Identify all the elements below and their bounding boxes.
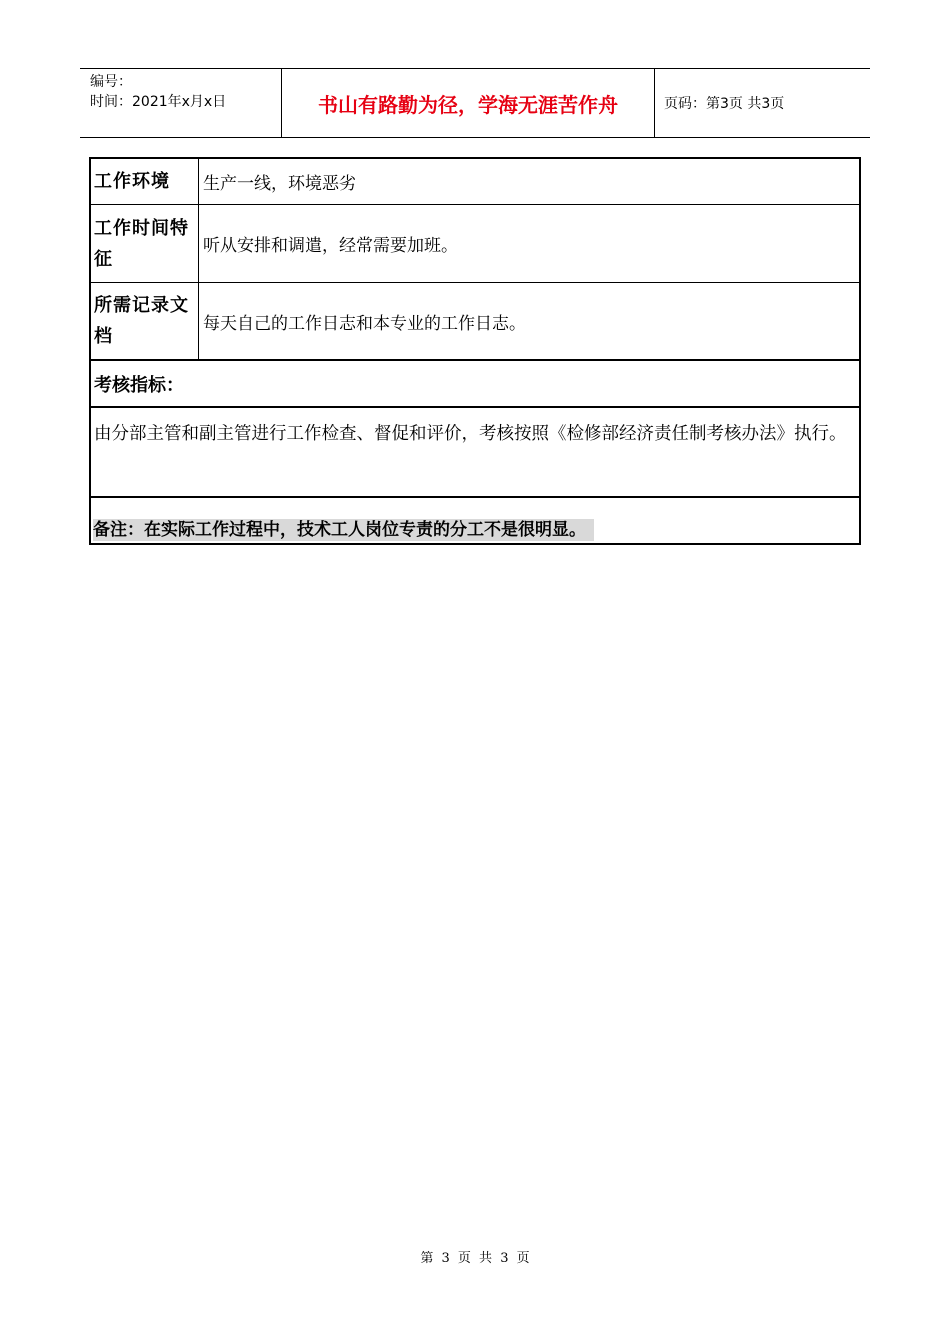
row-value-records: 每天自己的工作日志和本专业的工作日志。 xyxy=(203,313,526,334)
table-row xyxy=(91,283,859,361)
table-row xyxy=(91,205,859,283)
assessment-text: 由分部主管和副主管进行工作检查、督促和评价，考核按照《检修部经济责任制考核办法》执行。 xyxy=(91,408,859,498)
row-label-work-environment: 工作环境 xyxy=(91,159,199,204)
row-value-work-environment: 生产一线，环境恶劣 xyxy=(203,174,356,194)
row-label-work-time: 工作时间特征 xyxy=(91,205,199,282)
job-description-table xyxy=(89,157,861,545)
time-label: 时间：2021年x月x日 xyxy=(90,94,227,110)
header-motto: 书山有路勤为径，学海无涯苦作舟 xyxy=(318,92,618,117)
header-divider xyxy=(654,69,655,137)
header-page-info: 页码：第3页 共3页 xyxy=(664,96,785,112)
assessment-title: 考核指标： xyxy=(91,361,859,408)
note-text: 备注：在实际工作过程中，技术工人岗位专责的分工不是很明显。 xyxy=(93,519,594,541)
note-row xyxy=(91,498,859,543)
page-footer: 第 3 页 共 3 页 xyxy=(420,1251,530,1266)
row-label-records: 所需记录文档 xyxy=(91,283,199,359)
table-row xyxy=(91,159,859,205)
document-header xyxy=(80,68,870,138)
header-meta xyxy=(90,72,280,112)
row-value-work-time: 听从安排和调遣，经常需要加班。 xyxy=(203,236,458,256)
number-label: 编号： xyxy=(90,74,132,90)
